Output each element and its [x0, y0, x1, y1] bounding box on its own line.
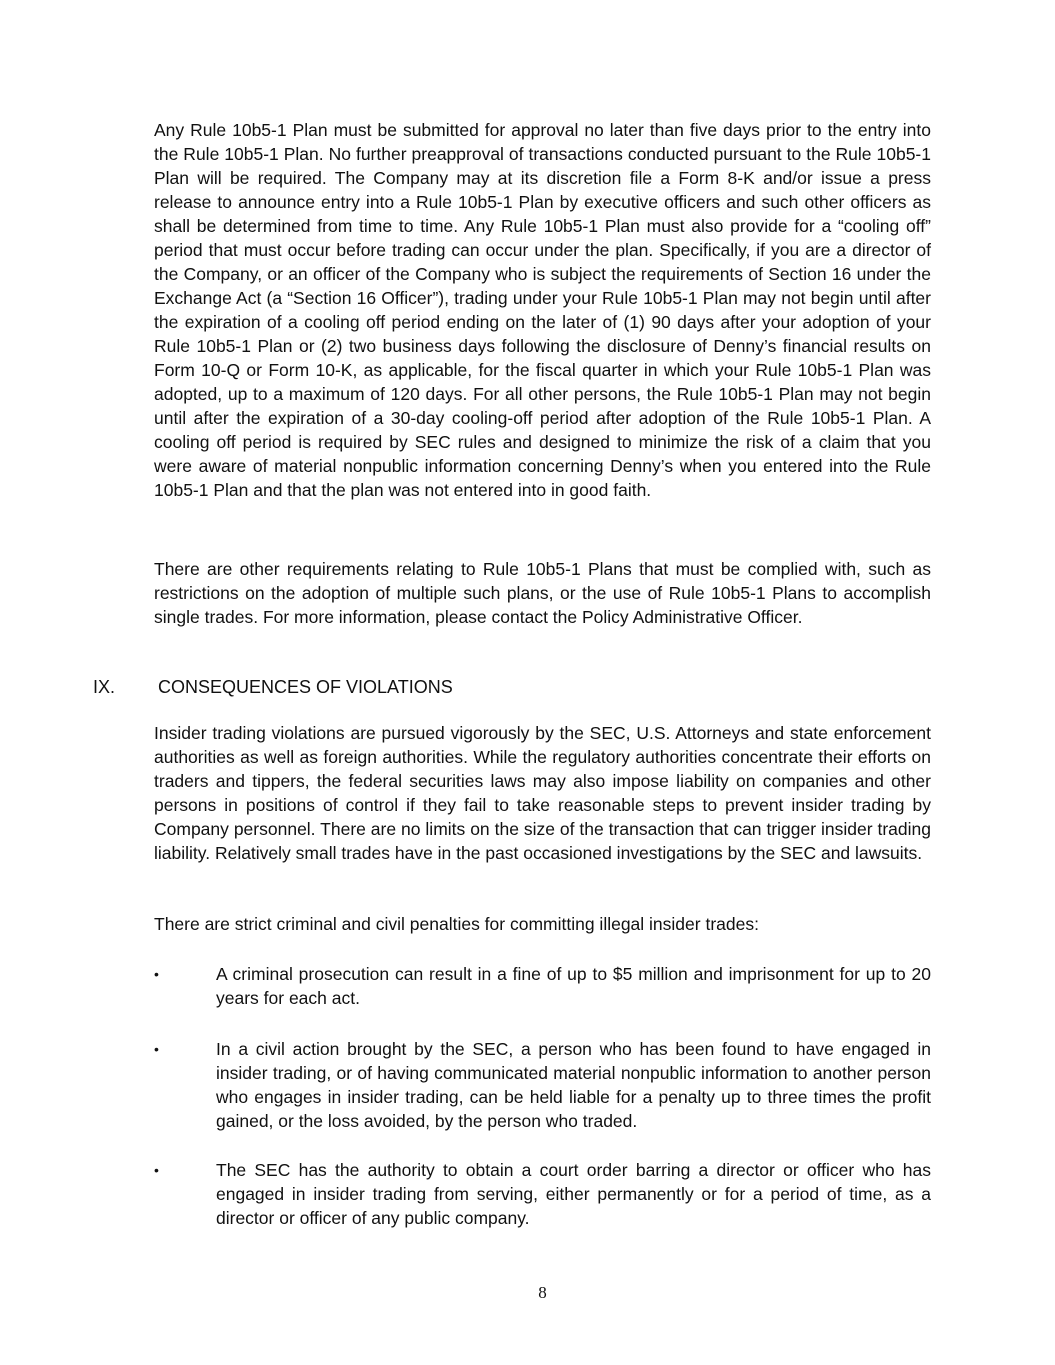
bullet-icon: •: [154, 966, 159, 982]
paragraph-violations-pursued: Insider trading violations are pursued vigorously by the SEC, U.S. Attorneys and state enforcement authorities as well as foreign authorities. While the regulatory authorities concentrate their efforts on traders and tippers, the federal securities laws may also impose liability on companies and other persons in positions of control if they fail to take reasonable steps to prevent insider trading by Company personnel. There are no limits on the size of the transaction that can trigger insider trading liability. Relatively small trades have in the past occasioned investigations by the SEC and lawsuits.: [154, 723, 931, 863]
list-item-text: In a civil action brought by the SEC, a person who has been found to have engaged in insider trading, or of having communicated material nonpublic information to another person who engages in insider trading, can be held liable for a penalty up to three times the profit gained, or the loss avoided, by the person who traded.: [216, 1039, 931, 1131]
paragraph-penalties-intro: There are strict criminal and civil penalties for committing illegal insider trades:: [154, 914, 759, 934]
list-item-text: A criminal prosecution can result in a fine of up to $5 million and imprisonment for up to 20 years for each act.: [216, 964, 931, 1008]
bullet-icon: •: [154, 1041, 159, 1057]
section-number: IX.: [93, 677, 116, 697]
paragraph-other-requirements: There are other requirements relating to Rule 10b5-1 Plans that must be complied with, such as restrictions on the adoption of multiple such plans, or the use of Rule 10b5-1 Plans to accomplish single trades. For more information, please contact the Policy Administrative Officer.: [154, 559, 931, 627]
page-number: 8: [538, 1283, 547, 1302]
paragraph-rule-10b5-1-approval: Any Rule 10b5-1 Plan must be submitted for approval no later than five days prior to the entry into the Rule 10b5-1 Plan. No further preapproval of transactions conducted pursuant to the Rule 10b5-1 Plan will be required. The Company may at its discretion file a Form 8-K and/or issue a press release to announce entry into a Rule 10b5-1 Plan by executive officers and such other officers as shall be determined from time to time. Any Rule 10b5-1 Plan must also provide for a “cooling off” period that must occur before trading can occur under the plan. Specifically, if you are a director of the Company, or an officer of the Company who is subject the requirements of Section 16 under the Exchange Act (a “Section 16 Officer”), trading under your Rule 10b5-1 Plan may not begin until after the expiration of a cooling off period ending on the later of (1) 90 days after your adoption of your Rule 10b5-1 Plan or (2) two business days following the disclosure of Denny’s financial results on Form 10-Q or Form 10-K, as applicable, for the fiscal quarter in which your Rule 10b5-1 Plan was adopted, up to a maximum of 120 days. For all other persons, the Rule 10b5-1 Plan may not begin until after the expiration of a 30-day cooling-off period after adoption of the Rule 10b5-1 Plan. A cooling off period is required by SEC rules and designed to minimize the risk of a claim that you were aware of material nonpublic information concerning Denny’s when you entered into the Rule 10b5-1 Plan and that the plan was not entered into in good faith.: [154, 120, 931, 500]
list-item-text: The SEC has the authority to obtain a court order barring a director or officer who has engaged in insider trading from serving, either permanently or for a period of time, as a director or officer of any public company.: [216, 1160, 931, 1228]
section-title: CONSEQUENCES OF VIOLATIONS: [158, 677, 453, 697]
bullet-icon: •: [154, 1162, 159, 1178]
